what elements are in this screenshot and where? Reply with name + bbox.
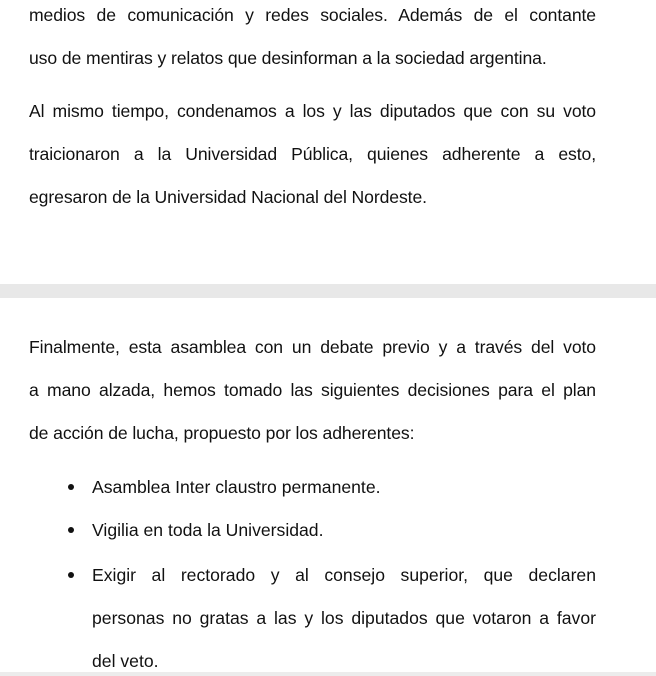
paragraph-decisions-intro <box>29 326 596 455</box>
page-separator <box>0 284 656 298</box>
text-line: egresaron de la Universidad Nacional del Nordeste. <box>29 187 427 207</box>
document-page-bottom <box>0 298 656 672</box>
list-item-text: personas no gratas a las y los diputados que votaron a favor <box>92 608 596 628</box>
text-line: traicionaron a la Universidad Pública, quienes adherente a esto, <box>29 144 596 164</box>
text-line: a mano alzada, hemos tomado las siguientes decisiones para el plan <box>29 380 596 400</box>
paragraph-condemnation <box>29 90 596 219</box>
list-item-text: Vigilia en toda la Universidad. <box>92 520 324 540</box>
list-item <box>92 509 596 552</box>
text-line: Al mismo tiempo, condenamos a los y las diputados que con su voto <box>29 101 596 121</box>
text-line: de acción de lucha, propuesto por los adherentes: <box>29 423 415 443</box>
document-page-top <box>0 0 656 284</box>
text-line: uso de mentiras y relatos que desinforman a la sociedad argentina. <box>29 48 547 68</box>
bullet-icon <box>68 572 74 578</box>
list-item-text: Exigir al rectorado y al consejo superior, que declaren <box>92 565 596 585</box>
list-item <box>92 466 596 509</box>
paragraph-media-criticism <box>29 0 596 80</box>
bullet-icon <box>68 527 74 533</box>
list-item <box>92 554 596 676</box>
text-line: medios de comunicación y redes sociales. Además de el contante <box>29 5 596 25</box>
page-bottom-edge <box>0 672 656 676</box>
list-item-text: Asamblea Inter claustro permanente. <box>92 477 381 497</box>
list-item-text: del veto. <box>92 651 159 671</box>
bullet-icon <box>68 484 74 490</box>
text-line: Finalmente, esta asamblea con un debate previo y a través del voto <box>29 337 596 357</box>
